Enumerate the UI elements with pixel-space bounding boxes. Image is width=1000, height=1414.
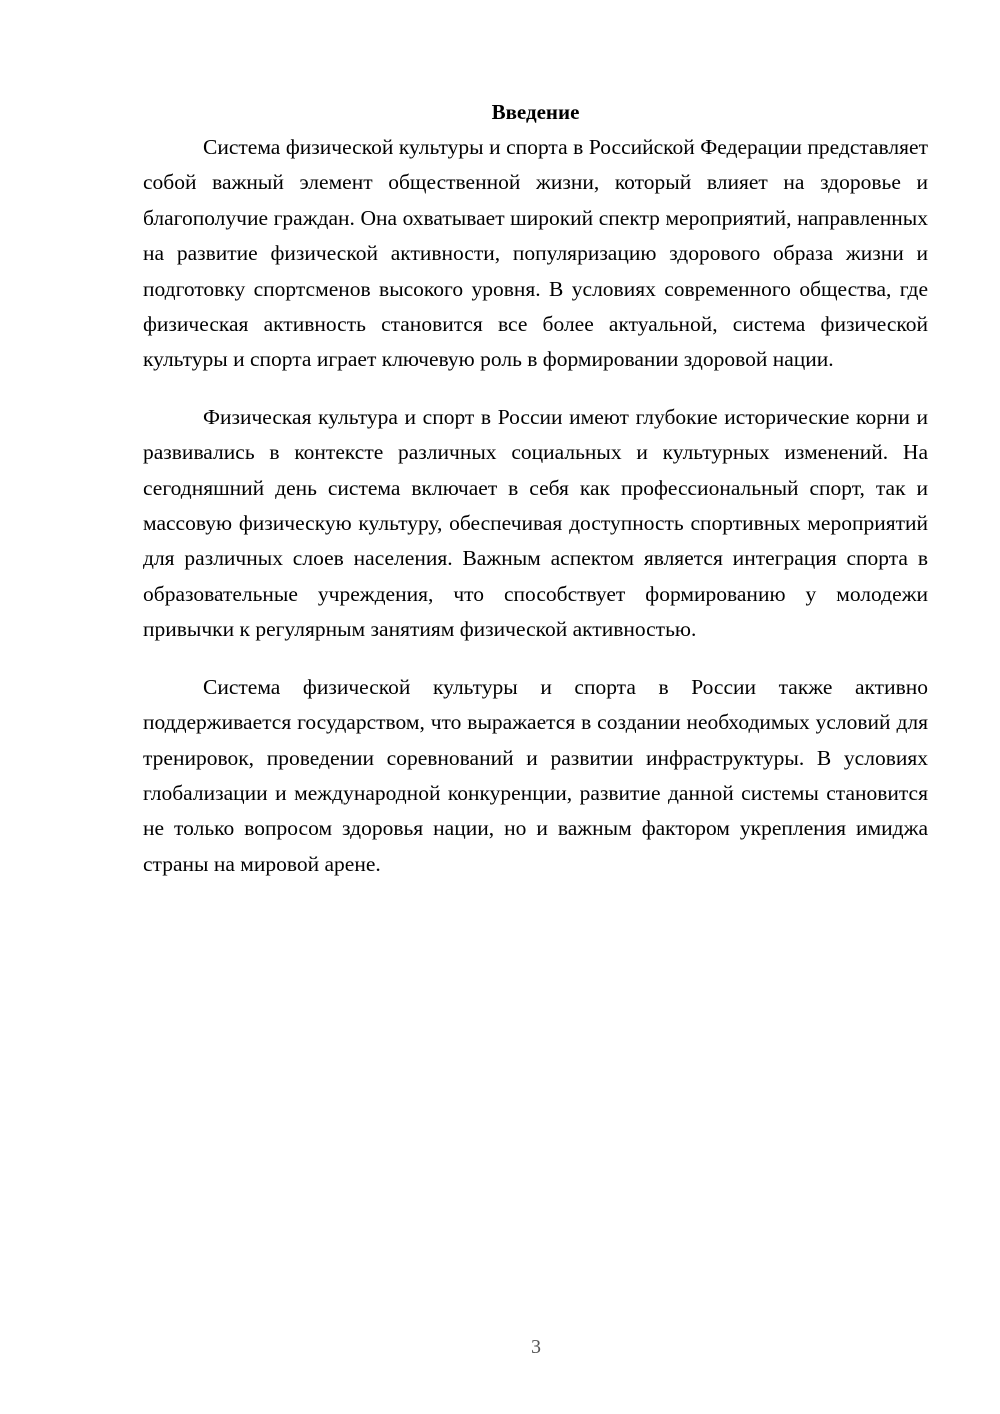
document-body <box>143 95 928 904</box>
paragraph-3: Система физической культуры и спорта в России также активно поддерживается государством, что выражается в создании необходимых условий для тренировок, проведении соревнований и развитии инфраструктуры. В условиях глобализации и международной конкуренции, развитие данной системы становится не только вопросом здоровья нации, но и важным фактором укрепления имиджа страны на мировой арене. <box>143 674 928 876</box>
paragraph-1: Система физической культуры и спорта в Российской Федерации представляет собой важный элемент общественной жизни, который влияет на здоровье и благополучие граждан. Она охватывает широкий спектр мероприятий, направленных на развитие физической активности, популяризацию здорового образа жизни и подготовку спортсменов высокого уровня. В условиях современного общества, где физическая активность становится все более актуальной, система физической культуры и спорта играет ключевую роль в формировании здоровой нации. <box>143 135 928 372</box>
page-number: 3 <box>531 1336 541 1358</box>
paragraph-2: Физическая культура и спорт в России имеют глубокие исторические корни и развивались в контексте различных социальных и культурных изменений. На сегодняшний день система включает в себя как профессиональный спорт, так и массовую физическую культуру, обеспечивая доступность спортивных мероприятий для различных слоев населения. Важным аспектом является интеграция спорта в образовательные учреждения, что способствует формированию у молодежи привычки к регулярным занятиям физической активностью. <box>143 404 928 642</box>
section-heading: Введение <box>491 100 580 124</box>
